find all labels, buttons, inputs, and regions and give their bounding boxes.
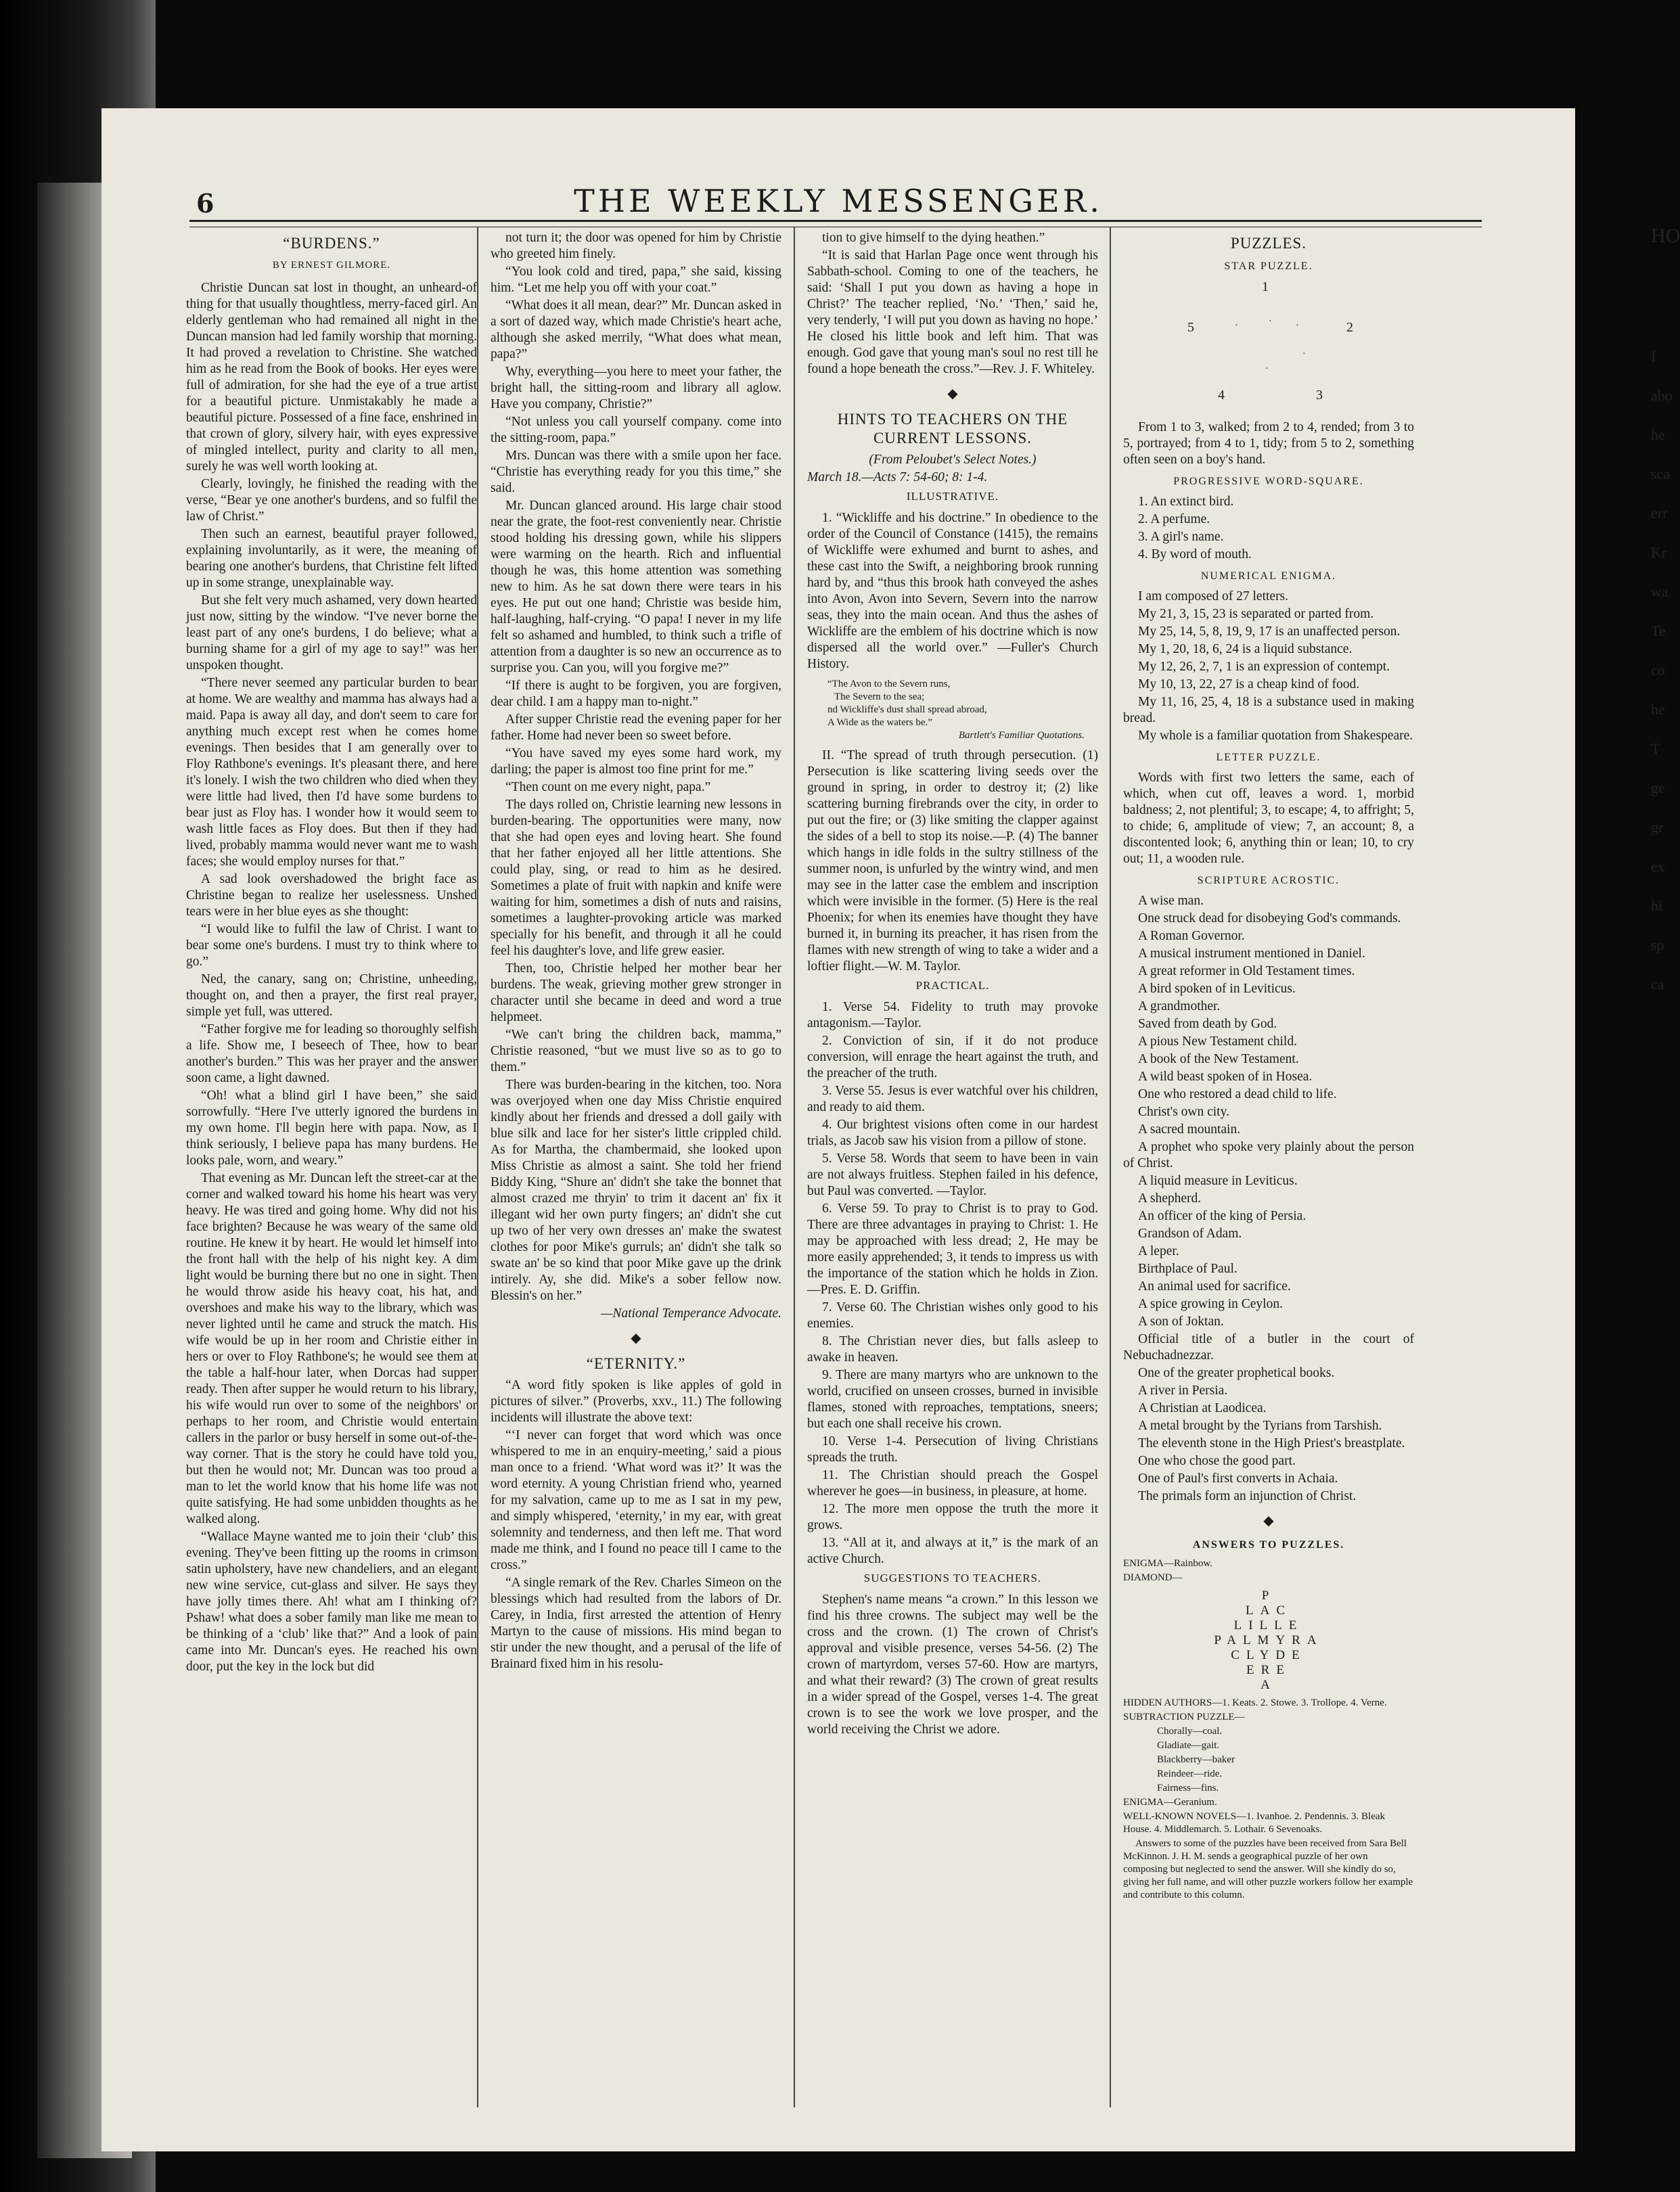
- text-item: abo: [1651, 387, 1673, 404]
- numerical-enigma-title: NUMERICAL ENIGMA.: [1200, 570, 1337, 582]
- star-point-4: 4: [1218, 388, 1225, 403]
- text-item: sp: [1651, 936, 1664, 953]
- text-item: Blackberry—baker: [1157, 1754, 1235, 1765]
- text-item: wa: [1651, 583, 1668, 600]
- star-dot: ·: [1265, 364, 1269, 374]
- text-item: Christie Duncan sat lost in thought, an unheard-of thing for that usually thoughtless, merry-faced girl. An elderly gentleman who had remained all night in the Duncan mansion had led family worship that morning. It had proved a revelation to Christine. She watched him as he read from the Book of books. Her eyes were full of admiration, for she had the eye of a true artist for a beautiful picture. Unmistakably he made a beautiful picture. Possessed of a fine face, enshrined in that crown of glory, silvery hair, with eyes expressive of mingled intellect, purity and clarity to all men, surely he was well worth looking at.: [186, 281, 477, 474]
- answer-subtraction-list: [1123, 1725, 1414, 1795]
- text-item: gr: [1651, 819, 1664, 836]
- diamond-row: CLYDE: [1231, 1648, 1307, 1662]
- star-puzzle-clues: From 1 to 3, walked; from 2 to 4, rended; from 3 to 5, portrayed; from 4 to 1, tidy; from 5 to 2, something often seen on a boy's hand.: [1123, 420, 1414, 467]
- page-number: 6: [196, 188, 214, 219]
- practical-heading: PRACTICAL.: [915, 979, 990, 992]
- article-body-eternity: [491, 1377, 781, 1672]
- text-item: 1. Verse 54. Fidelity to truth may provoke antagonism.—Taylor.: [807, 1000, 1098, 1030]
- text-item: I am composed of 27 letters.: [1138, 589, 1289, 603]
- word-square-list: [1123, 494, 1414, 563]
- diamond-row: PALMYRA: [1214, 1633, 1323, 1647]
- text-item: A grandmother.: [1138, 999, 1221, 1013]
- article-title: “BURDENS.”: [283, 235, 380, 252]
- text-item: he: [1651, 426, 1665, 443]
- text-item: There was burden-bearing in the kitchen, too. Nora was overjoyed when one day Miss Christie enquired kindly about her friends and dressed a doll gaily with blue silk and lace for her sister's little crippled child. As for Martha, the chambermaid, she looked upon Miss Christie as almost a saint. She told her friend Biddy King, “Shure an' didn't she take the bonnet that almost crazed me thryin' to trim it dacent an' fix it illegant wid her own purty fingers; an' didn't she cut up two of her very own dresses an' make the swatest clothes for poor Mike's gurruls; an' didn't she talk so swate an' be so kind that poor Mike gave up the drink intirely. Ay, she did. Mike's a sober fellow now. Blessin's on her.”: [491, 1078, 781, 1303]
- text-item: The days rolled on, Christie learning new lessons in burden-bearing. The opportunities were many, now that she had open eyes and loving heart. She found that her father enjoyed all her little attentions. She could play, sing, or read to him as he desired. Sometimes a plate of fruit with napkin and knife were waiting for him, sometimes a dish of nuts and raisins, sometimes a laughter-provoking article was marked specially for his benefit, and through it all he could feel his daughter's love, and life grew easier.: [491, 798, 781, 958]
- text-item: Why, everything—you here to meet your father, the bright hall, the sitting-room and library all aglow. Have you company, Christie?”: [491, 365, 781, 411]
- text-item: co: [1651, 662, 1665, 679]
- text-item: Christ's own city.: [1138, 1105, 1229, 1119]
- facing-page-header: HO: [1651, 225, 1680, 247]
- text-item: “Wallace Mayne wanted me to join their ‘club’ this evening. They've been fitting up the rooms in crimson satin upholstery, have new chandeliers, and an elegant new wine service, cut-glass and silver. He says they have jolly times there. Ah! what am I thinking of? Pshaw! what does a sober family man like me mean to be thinking of a ‘club’ like that?” And a look of pain came into Mr. Duncan's eyes. He reached his own door, put the key in the lock but did: [186, 1530, 477, 1674]
- article-credit: —National Temperance Advocate.: [600, 1306, 781, 1321]
- answer-hidden-authors: HIDDEN AUTHORS—1. Keats. 2. Stowe. 3. Trollope. 4. Verne.: [1123, 1697, 1387, 1708]
- suggestions-body: Stephen's name means “a crown.” In this lesson we find his three crowns. The subject may well be the cross and the crown. (1) The crown of Christ's approval and visible presence, verses 54-56. (2) The crown of martyrdom, verses 57-60. How are martyrs, and what their reward? (3) The crown of great results in a wider spread of the Gospel, verses 1-4. The great crown is to see the work we love prosper, and the world receiving the Christ we adore.: [807, 1593, 1098, 1737]
- text-item: 6. Verse 59. To pray to Christ is to pray to God. There are three advantages in praying to Christ: 1. He may be approached with less dread; 2, He may be more easily apprehended; 3, it tends to impress us with the importance of the station which he holds in Zion.—Pres. E. D. Griffin.: [807, 1202, 1098, 1297]
- text-item: My 1, 20, 18, 6, 24 is a liquid substance.: [1138, 642, 1353, 656]
- text-item: “A single remark of the Rev. Charles Simeon on the blessings which had resulted from the labors of Dr. Carey, in India, first arrested the attention of Henry Martyn to the cause of missions. His mind began to stir under the new thought, and a perusal of the life of Brainard fixed him in his resolu-: [491, 1576, 781, 1671]
- text-item: Mr. Duncan glanced around. His large chair stood near the grate, the foot-rest conveniently near. Christie stood holding his dressing gown, while his slippers were warming on the hearth. Rich and influential though he was, this home attention was something new to him. As he sat down there were tears in his eyes. He put out one hand; Christie was beside him, half-laughing, half-crying. “O papa! I never in my life felt so ashamed and humbled, to think such a trifle of attention from a daughter is so new an occurrence as to surprise you. Can you, will you forgive me?”: [491, 499, 781, 675]
- text-item: “I would like to fulfil the law of Christ. I want to bear some one's burdens. I must try to think where to go.”: [186, 922, 477, 969]
- text-item: 2. Conviction of sin, if it do not produce conversion, will enrage the heart against the truth, and the preacher of the truth.: [807, 1034, 1098, 1080]
- text-item: A sacred mountain.: [1138, 1122, 1241, 1137]
- star-puzzle-diagram: [1123, 279, 1414, 407]
- text-item: A pious New Testament child.: [1138, 1034, 1297, 1049]
- text-item: T: [1651, 740, 1660, 757]
- text-item: A great reformer in Old Testament times.: [1138, 964, 1355, 978]
- text-item: ex: [1651, 858, 1665, 875]
- column-1: [186, 230, 477, 2124]
- puzzles-title: PUZZLES.: [1230, 235, 1307, 252]
- hints-title: HINTS TO TEACHERS ON THE CURRENT LESSONS.: [837, 411, 1068, 447]
- numerical-enigma-list: [1123, 589, 1414, 744]
- text-item: “If there is aught to be forgiven, you are forgiven, dear child. I am a happy man to-night.”: [491, 679, 781, 709]
- text-item: One who restored a dead child to life.: [1138, 1087, 1337, 1101]
- text-item: A metal brought by the Tyrians from Tarshish.: [1138, 1419, 1382, 1433]
- column-2: [491, 230, 781, 2124]
- text-item: 13. “All at it, and always at it,” is the mark of an active Church.: [807, 1536, 1098, 1566]
- text-item: Mrs. Duncan was there with a smile upon her face. “Christie has everything ready for you this time,” she said.: [491, 449, 781, 495]
- poem-line: A Wide as the waters be.”: [827, 717, 932, 728]
- text-item: A river in Persia.: [1138, 1384, 1228, 1398]
- text-item: “You have saved my eyes some hard work, my darling; the paper is almost too fine print for me.”: [491, 746, 781, 777]
- text-item: After supper Christie read the evening paper for her father. Home had never been so sweet before.: [491, 712, 781, 743]
- text-item: not turn it; the door was opened for him by Christie who greeted him finely.: [491, 231, 781, 261]
- text-item: Gladiate—gait.: [1157, 1740, 1220, 1751]
- letter-puzzle-text: Words with first two letters the same, each of which, when cut off, leaves a word. 1, morbid baldness; 2, not plentiful; 3, to escape; 4, to affright; 5, to chide; 6, amplitude of view; 7, an account; 8, a discontented look; 6, anything thin or lean; 10, to cry out; 11, a wooden rule.: [1123, 771, 1414, 866]
- text-item: “A word fitly spoken is like apples of gold in pictures of silver.” (Proverbs, xxv., 11.) The following incidents will illustrate the above text:: [491, 1378, 781, 1425]
- text-item: “There never seemed any particular burden to bear at home. We are wealthy and mamma has always had a maid. Papa is away all day, and don't seem to care for anything much except rest when he comes home evenings. Then besides that I am generally over to Floy Rathbone's evenings. It's pleasant there, and here it's lonely. I wish the two children who died when they were little had lived, then I'd have some burdens to bear just as Floy has. I wonder how it would seem to wash little faces as Floy does. But then if they had lived, probably mamma would never want me to wash faces; she would employ nurses for that.”: [186, 676, 477, 869]
- text-item: err: [1651, 505, 1668, 522]
- text-item: The primals form an injunction of Christ.: [1138, 1489, 1357, 1503]
- answers-title: ANSWERS TO PUZZLES.: [1192, 1539, 1345, 1551]
- star-dot: ·: [1269, 317, 1272, 327]
- text-item: 4. Our brightest visions often come in our hardest trials, as Jacob saw his vision from a pillow of stone.: [807, 1118, 1098, 1148]
- text-item: A Christian at Laodicea.: [1138, 1401, 1267, 1415]
- text-item: I: [1651, 348, 1656, 365]
- article-title-eternity: “ETERNITY.”: [586, 1355, 686, 1372]
- text-item: sca: [1651, 465, 1671, 482]
- text-item: One who chose the good part.: [1138, 1454, 1296, 1468]
- answer-novels: WELL-KNOWN NOVELS—1. Ivanhoe. 2. Pendennis. 3. Bleak House. 4. Middlemarch. 5. Lothair. 6 Sevenoaks.: [1123, 1811, 1386, 1835]
- star-point-1: 1: [1262, 279, 1269, 294]
- text-item: 4. By word of mouth.: [1138, 547, 1252, 562]
- text-item: tion to give himself to the dying heathen.”: [822, 231, 1045, 245]
- text-item: Clearly, lovingly, he finished the reading with the verse, “Bear ye one another's burdens, and so fulfil the law of Christ.”: [186, 477, 477, 524]
- eternity-continued: [807, 230, 1098, 378]
- text-item: Grandson of Adam.: [1138, 1227, 1242, 1241]
- column-3: [807, 230, 1098, 2124]
- star-point-5: 5: [1187, 320, 1194, 335]
- text-item: Fairness—fins.: [1157, 1783, 1219, 1794]
- text-item: Then, too, Christie helped her mother bear her burdens. The weak, grieving mother grew stronger in character until she became in deed and word a true helpmeet.: [491, 961, 781, 1024]
- ornament-divider: ◆: [631, 1331, 641, 1346]
- illustrative-1: 1. “Wickliffe and his doctrine.” In obedience to the order of the Council of Constance (1415), the remains of Wickliffe were exhumed and burnt to ashes, and these cast into the Swift, a neighboring brook running hard by, and “thus this brook hath conveyed the ashes into Avon, Avon into Severn, Severn into the narrow seas, they into the main ocean. And thus the ashes of Wickliffe are the emblem of his doctrine which is now dispersed all the world over.” —Fuller's Church History.: [807, 511, 1098, 671]
- practical-list: [807, 999, 1098, 1568]
- text-item: 5. Verse 58. Words that seem to have been in vain are not always fruitless. Stephen failed in his defence, but Paul was converted. —Taylor.: [807, 1151, 1098, 1198]
- text-item: ge: [1651, 779, 1665, 796]
- star-puzzle-title: STAR PUZZLE.: [1224, 260, 1313, 272]
- text-item: “It is said that Harlan Page once went through his Sabbath-school. Coming to one of the teachers, he said: ‘Shall I put you down as having a hope in Christ?’ The teacher replied, ‘No.’ ‘Then,’ said he, very tenderly, ‘I will put you down as having no hope.’ He closed his little book and left him. That was enough. God gave that young man's soul no rest till he found a hope beneath the cross.”—Rev. J. F. Whiteley.: [807, 248, 1098, 376]
- article-byline: BY ERNEST GILMORE.: [272, 260, 391, 271]
- scripture-acrostic-list: [1123, 893, 1414, 1505]
- poem-line: “The Avon to the Severn runs,: [827, 679, 951, 689]
- text-item: My 21, 3, 15, 23 is separated or parted from.: [1138, 607, 1374, 621]
- text-item: he: [1651, 701, 1665, 718]
- text-item: 8. The Christian never dies, but falls asleep to awake in heaven.: [807, 1334, 1098, 1365]
- text-item: 10. Verse 1-4. Persecution of living Christians spreads the truth.: [807, 1434, 1098, 1465]
- header-rule: [189, 220, 1482, 227]
- star-dot: ·: [1235, 321, 1238, 331]
- answer-subtraction-label: SUBTRACTION PUZZLE—: [1123, 1712, 1245, 1722]
- text-item: But she felt very much ashamed, very down hearted just now, sitting by the window. “I've never borne the least part of any one's burdens, I do believe; what a burning shame for a girl of my age to say!” was her unspoken thought.: [186, 593, 477, 672]
- star-point-2: 2: [1346, 320, 1353, 335]
- text-item: 9. There are many martyrs who are unknown to the world, crucified on unseen crosses, burned in invisible flames, stoned with reproaches, temptations, sneers; but each one shall receive his crown.: [807, 1368, 1098, 1431]
- text-item: A wild beast spoken of in Hosea.: [1138, 1070, 1313, 1084]
- article-body: [186, 280, 477, 1675]
- letter-puzzle-title: LETTER PUZZLE.: [1216, 752, 1321, 763]
- text-item: My whole is a familiar quotation from Shakespeare.: [1138, 729, 1413, 743]
- text-item: My 10, 13, 22, 27 is a cheap kind of food.: [1138, 677, 1360, 691]
- quoted-poem: [827, 678, 1098, 742]
- text-item: A prophet who spoke very plainly about the person of Christ.: [1123, 1140, 1414, 1170]
- illustrative-heading: ILLUSTRATIVE.: [906, 490, 999, 503]
- column-separator: [477, 227, 478, 2107]
- diamond-row: LAC: [1246, 1603, 1292, 1618]
- answer-enigma-2: ENIGMA—Geranium.: [1123, 1797, 1217, 1808]
- masthead-title: THE WEEKLY MESSENGER.: [574, 183, 1103, 219]
- text-item: “Father forgive me for leading so thoroughly selfish a life. Show me, I beseech of Thee, how to bear another's burden.” This was her prayer and the answer soon came, a light dawned.: [186, 1022, 477, 1085]
- diamond-row: ERE: [1246, 1663, 1291, 1677]
- text-item: Birthplace of Paul.: [1138, 1262, 1238, 1276]
- star-dot: ·: [1302, 349, 1306, 359]
- page-header: [101, 108, 1575, 223]
- column-4: [1123, 230, 1414, 2124]
- text-item: A son of Joktan.: [1138, 1315, 1224, 1329]
- ornament-divider: ◆: [1263, 1513, 1274, 1528]
- text-item: “What does it all mean, dear?” Mr. Duncan asked in a sort of dazed way, which made Christie's heart ache, although she asked merrily, “What does what mean, papa?”: [491, 298, 781, 361]
- hints-date: March 18.—Acts 7: 54-60; 8: 1-4.: [807, 470, 988, 484]
- text-item: ca: [1651, 976, 1664, 992]
- column-separator: [1110, 227, 1111, 2107]
- text-item: My 25, 14, 5, 8, 19, 9, 17 is an unaffected person.: [1138, 624, 1401, 639]
- illustrative-2: II. “The spread of truth through persecution. (1) Persecution is like scattering living seeds over the ground in spring, in order to destroy it; (2) like scattering burning firebrands over the city, in order to put out the fire; or (3) like smiting the clapper against the sides of a bell to stop its noise.—P. (4) The banner which hangs in idle folds in the sultry stillness of the summer noon, is unfurled by the wintry wind, and men may see in the latter case the emblem and inscription which were invisible in the former. (5) Here is the real Phoenix; for when its enemies have thought they have burned it, in burning its preacher, it has risen from the flames with new strength of wing to take a wider and a loftier flight.—W. M. Taylor.: [807, 748, 1098, 974]
- facing-page-fragment: [1651, 225, 1680, 1888]
- suggestions-heading: SUGGESTIONS TO TEACHERS.: [863, 1572, 1042, 1584]
- text-item: Then such an earnest, beautiful prayer followed, explaining involuntarily, as it were, the meaning of bearing one another's burdens, that Christine felt lifted up in some strange, unexplainable way.: [186, 527, 477, 590]
- text-item: A Roman Governor.: [1138, 929, 1245, 943]
- newspaper-page: [101, 108, 1680, 2151]
- text-item: An officer of the king of Persia.: [1138, 1209, 1307, 1223]
- answer-diamond: [1123, 1589, 1414, 1693]
- text-item: A spice growing in Ceylon.: [1138, 1297, 1283, 1311]
- text-item: 2. A perfume.: [1138, 512, 1210, 526]
- text-item: Saved from death by God.: [1138, 1017, 1277, 1031]
- poem-credit: Bartlett's Familiar Quotations.: [958, 730, 1085, 741]
- text-item: 7. Verse 60. The Christian wishes only good to his enemies.: [807, 1300, 1098, 1331]
- text-item: The eleventh stone in the High Priest's breastplate.: [1138, 1436, 1405, 1451]
- text-item: Ned, the canary, sang on; Christine, unheeding, thought on, and then a prayer, the first real prayer, simple yet full, was uttered.: [186, 972, 477, 1019]
- star-point-3: 3: [1316, 388, 1323, 403]
- scripture-acrostic-title: SCRIPTURE ACROSTIC.: [1197, 875, 1340, 886]
- answer-diamond-label: DIAMOND—: [1123, 1572, 1183, 1583]
- poem-line: The Severn to the sea;: [834, 691, 925, 702]
- text-item: 1. An extinct bird.: [1138, 495, 1234, 509]
- text-item: hi: [1651, 897, 1663, 914]
- text-item: Chorally—coal.: [1157, 1726, 1223, 1737]
- text-item: A musical instrument mentioned in Daniel.: [1138, 946, 1365, 961]
- diamond-row: A: [1261, 1678, 1277, 1692]
- column-separator: [794, 227, 795, 2107]
- text-item: Kr: [1651, 544, 1667, 561]
- answers-note: Answers to some of the puzzles have been received from Sara Bell McKinnon. J. H. M. sends a geographical puzzle of her own composing but neglected to send the answer. Will she kindly do so, giving her full name, and will other puzzle workers follow her example and contribute to this column.: [1123, 1838, 1413, 1900]
- text-item: A shepherd.: [1138, 1191, 1202, 1206]
- text-item: Te: [1651, 622, 1666, 639]
- poem-line: nd Wickliffe's dust shall spread abroad,: [827, 704, 987, 715]
- text-item: A bird spoken of in Leviticus.: [1138, 982, 1296, 996]
- text-item: An animal used for sacrifice.: [1138, 1279, 1291, 1294]
- text-item: “‘I never can forget that word which was once whispered to me in an enquiry-meeting,’ said a pious man once to a friend. ‘What word was it?’ It was the word eternity. A young Christian friend who, yearned for my salvation, came up to me as I sat in my pew, and simply whispered, ‘eternity,’ in my ear, with great solemnity and tenderness, and then left me. That word made me think, and I found no peace till I came to the cross.”: [491, 1428, 781, 1572]
- text-item: “Not unless you call yourself company. come into the sitting-room, papa.”: [491, 415, 781, 445]
- text-item: A wise man.: [1138, 894, 1204, 908]
- text-item: 3. A girl's name.: [1138, 530, 1224, 544]
- text-item: 11. The Christian should preach the Gospel wherever he goes—in business, in pleasure, at home.: [807, 1468, 1098, 1499]
- text-item: “We can't bring the children back, mamma,” Christie reasoned, “but we must live so as to go to them.”: [491, 1028, 781, 1074]
- text-item: 3. Verse 55. Jesus is ever watchful over his children, and ready to aid them.: [807, 1084, 1098, 1114]
- text-item: 12. The more men oppose the truth the more it grows.: [807, 1502, 1098, 1532]
- text-item: One of Paul's first converts in Achaia.: [1138, 1471, 1338, 1486]
- text-item: A sad look overshadowed the bright face as Christine began to realize her uselessness. Unshed tears were in her blue eyes as she thought:: [186, 872, 477, 919]
- text-item: A book of the New Testament.: [1138, 1052, 1299, 1066]
- text-item: My 12, 26, 2, 7, 1 is an expression of contempt.: [1138, 660, 1390, 674]
- star-dot: ·: [1296, 321, 1299, 331]
- article-body-continued: [491, 230, 781, 1304]
- text-item: “You look cold and tired, papa,” she said, kissing him. “Let me help you off with your coat.”: [491, 265, 781, 295]
- text-item: That evening as Mr. Duncan left the street-car at the corner and walked toward his home his heart was very heavy. He was tired and going home. Why did not his face brighten? Because he was weary of the same old routine. He knew it by heart. He would let himself into the front hall with the help of his night key. A dim light would be burning there but no one in sight. Then he would throw aside his heavy coat, his hat, and overshoes and make his way to the library, which was never lighted until he came and struck the match. His wife would be up in her room and Christie either in hers or over to Floy Rathbone's; he would see them at the table a half-hour later, when Dorcas had supper ready. Then after supper he would return to his library, his wife would run over to some of the neighbors' or perhaps to her room, and Christie would entertain callers in the parlor or busy herself in some out-of-the-way corner. That is the story he could have told you, but then he would not; Mr. Duncan was too proud a man to let the world know that his home life was not quite satisfying. He had some unbidden thoughts as he walked along.: [186, 1171, 477, 1526]
- text-item: Reindeer—ride.: [1157, 1768, 1223, 1779]
- text-item: A leper.: [1138, 1244, 1179, 1258]
- text-item: One struck dead for disobeying God's commands.: [1138, 911, 1401, 926]
- text-item: “Oh! what a blind girl I have been,” she said sorrowfully. “Here I've utterly ignored the burdens in my own home. I'll begin here with papa. Now, as I think seriously, I believe papa has many burdens. He looks pale, worn, and weary.”: [186, 1089, 477, 1168]
- answer-enigma: ENIGMA—Rainbow.: [1123, 1558, 1212, 1569]
- word-square-title: PROGRESSIVE WORD-SQUARE.: [1173, 476, 1364, 487]
- facing-page-text: [1651, 337, 1677, 1004]
- text-item: “Then count on me every night, papa.”: [505, 780, 711, 794]
- text-item: Official title of a butler in the court of Nebuchadnezzar.: [1123, 1332, 1414, 1363]
- ornament-divider: ◆: [947, 386, 958, 401]
- text-item: A liquid measure in Leviticus.: [1138, 1174, 1298, 1188]
- text-item: One of the greater prophetical books.: [1138, 1366, 1335, 1380]
- diamond-row: P: [1261, 1589, 1276, 1603]
- text-item: My 11, 16, 25, 4, 18 is a substance used in making bread.: [1123, 695, 1414, 725]
- diamond-row: LILLE: [1233, 1618, 1304, 1632]
- hints-source: (From Peloubet's Select Notes.): [869, 453, 1037, 467]
